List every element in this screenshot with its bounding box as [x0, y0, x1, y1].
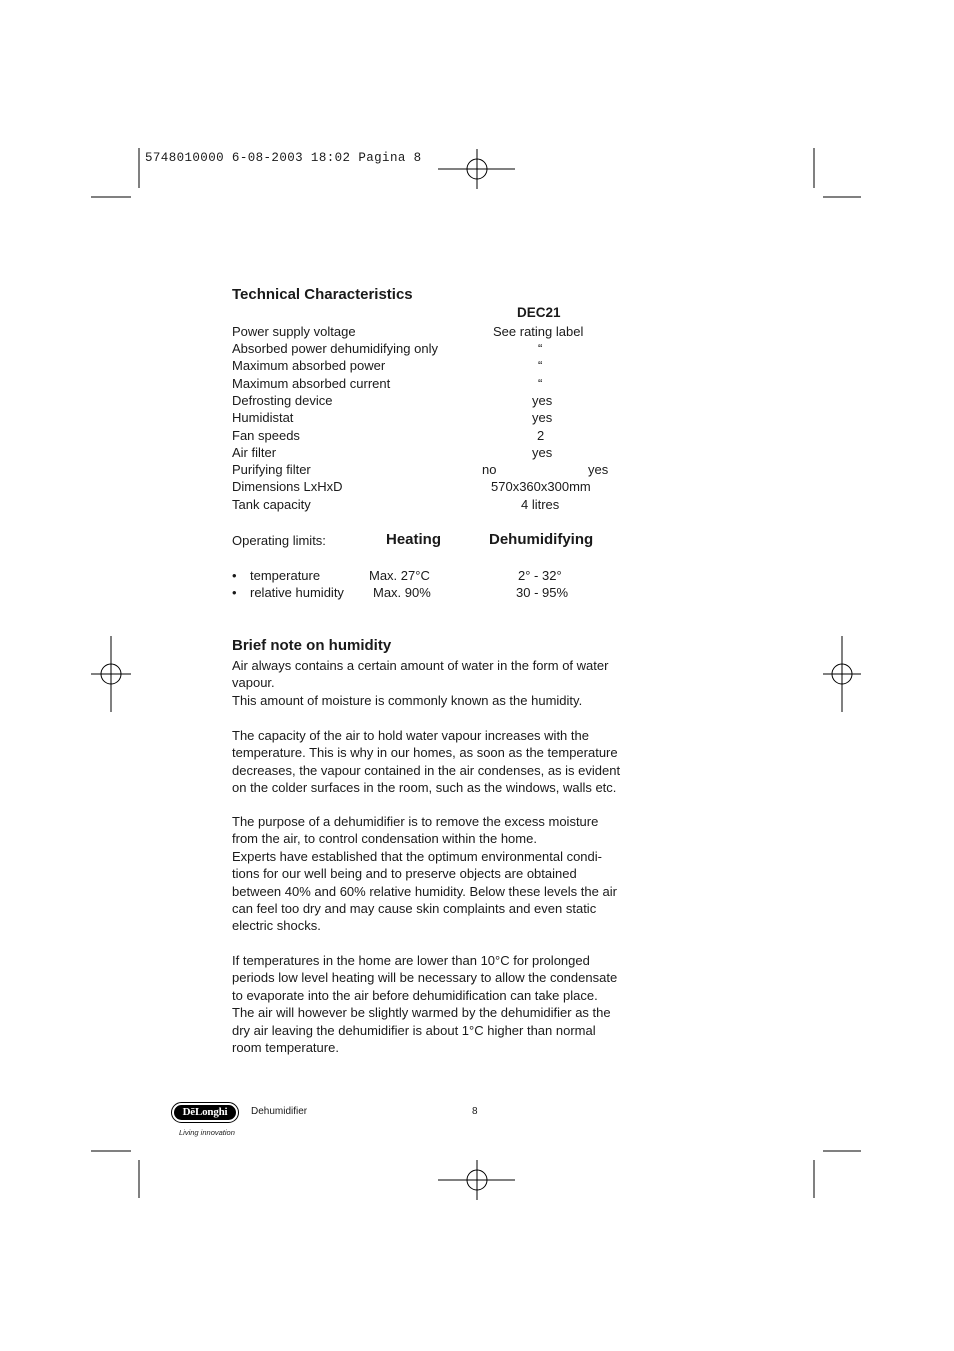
- spec-value: 570x360x300mm: [491, 479, 591, 494]
- spec-label: Absorbed power dehumidifying only: [232, 341, 438, 356]
- spec-label: Purifying filter: [232, 462, 311, 477]
- limit-heating: Max. 27°C: [369, 568, 430, 583]
- spec-label: Maximum absorbed power: [232, 358, 386, 373]
- spec-value-no: no: [482, 462, 497, 477]
- column-heading-heating: Heating: [386, 531, 442, 548]
- text-line: Air always contains a certain amount of water in the form of water: [232, 658, 609, 673]
- text-line: If temperatures in the home are lower than 10°C for prolonged: [232, 953, 590, 968]
- spec-label: Humidistat: [232, 410, 294, 425]
- spec-value: “: [538, 358, 543, 373]
- text-line: The purpose of a dehumidifier is to remove the excess moisture: [232, 814, 599, 829]
- operating-limits-label: Operating limits:: [232, 533, 326, 548]
- spec-label: Power supply voltage: [232, 324, 356, 339]
- section-title-technical: Technical Characteristics: [232, 286, 413, 303]
- text-line: tions for our well being and to preserve objects are obtained: [232, 866, 577, 882]
- footer-product-name: Dehumidifier: [251, 1106, 308, 1117]
- text-line: The air will however be slightly warmed by the dehumidifier as the: [232, 1005, 611, 1021]
- bullet: •: [232, 585, 237, 600]
- text-line: This amount of moisture is commonly known as the humidity.: [232, 692, 583, 708]
- brand-name: DēLonghi: [182, 1106, 228, 1118]
- text-line: between 40% and 60% relative humidity. Below these levels the air: [232, 883, 617, 899]
- bullet: •: [232, 568, 237, 583]
- spec-value: 2: [537, 428, 545, 443]
- text-line: from the air, to control condensation within the home.: [232, 831, 537, 847]
- text-line: electric shocks.: [232, 918, 321, 934]
- column-heading-dehumidifying: Dehumidifying: [489, 531, 594, 548]
- text-line: temperature. This is why in our homes, as soon as the temperature: [232, 745, 618, 761]
- spec-label: Maximum absorbed current: [232, 376, 391, 391]
- spec-label: Fan speeds: [232, 428, 300, 443]
- section-title-humidity: Brief note on humidity: [232, 637, 392, 654]
- text-line: can feel too dry and may cause skin complaints and even static: [232, 901, 597, 917]
- spec-label: Dimensions LxHxD: [232, 479, 343, 494]
- spec-value-yes: yes: [588, 462, 609, 477]
- paragraph: [232, 657, 634, 709]
- print-header: 5748010000 6-08-2003 18:02 Pagina 8: [145, 151, 422, 165]
- text-line: on the colder surfaces in the room, such as the windows, walls etc.: [232, 780, 617, 796]
- text-line: Experts have established that the optimum environmental condi-: [232, 848, 602, 864]
- text-line: The capacity of the air to hold water vapour increases with the: [232, 728, 589, 743]
- spec-value: yes: [532, 445, 553, 460]
- spec-label: Air filter: [232, 445, 277, 460]
- limit-heating: Max. 90%: [373, 585, 431, 600]
- paragraph: [232, 727, 634, 797]
- spec-value: “: [538, 376, 543, 391]
- spec-value: “: [538, 341, 543, 356]
- text-line: to evaporate into the air before dehumidification can take place.: [232, 987, 598, 1003]
- text-line: dry air leaving the dehumidifier is about 1°C higher than normal: [232, 1022, 596, 1038]
- page-number: 8: [472, 1106, 478, 1117]
- limit-label: relative humidity: [250, 585, 344, 600]
- limit-dehumidifying: 30 - 95%: [516, 585, 569, 600]
- model-name: DEC21: [517, 305, 561, 320]
- text-line: room temperature.: [232, 1040, 339, 1056]
- spec-value: yes: [532, 410, 553, 425]
- paragraph: [232, 813, 634, 935]
- text-line: decreases, the vapour contained in the air condenses, as is evident: [232, 762, 621, 778]
- spec-label: Tank capacity: [232, 497, 311, 512]
- spec-value: See rating label: [493, 324, 584, 339]
- limit-dehumidifying: 2° - 32°: [518, 568, 562, 583]
- text-line: periods low level heating will be necessary to allow the condensate: [232, 970, 618, 986]
- paragraph: [232, 952, 634, 1056]
- spec-label: Defrosting device: [232, 393, 333, 408]
- spec-value: yes: [532, 393, 553, 408]
- brand-logo: [171, 1102, 239, 1123]
- brand-tagline: Living innovation: [179, 1128, 235, 1137]
- spec-value: 4 litres: [521, 497, 560, 512]
- limit-label: temperature: [250, 568, 321, 583]
- text-line: vapour.: [232, 675, 275, 691]
